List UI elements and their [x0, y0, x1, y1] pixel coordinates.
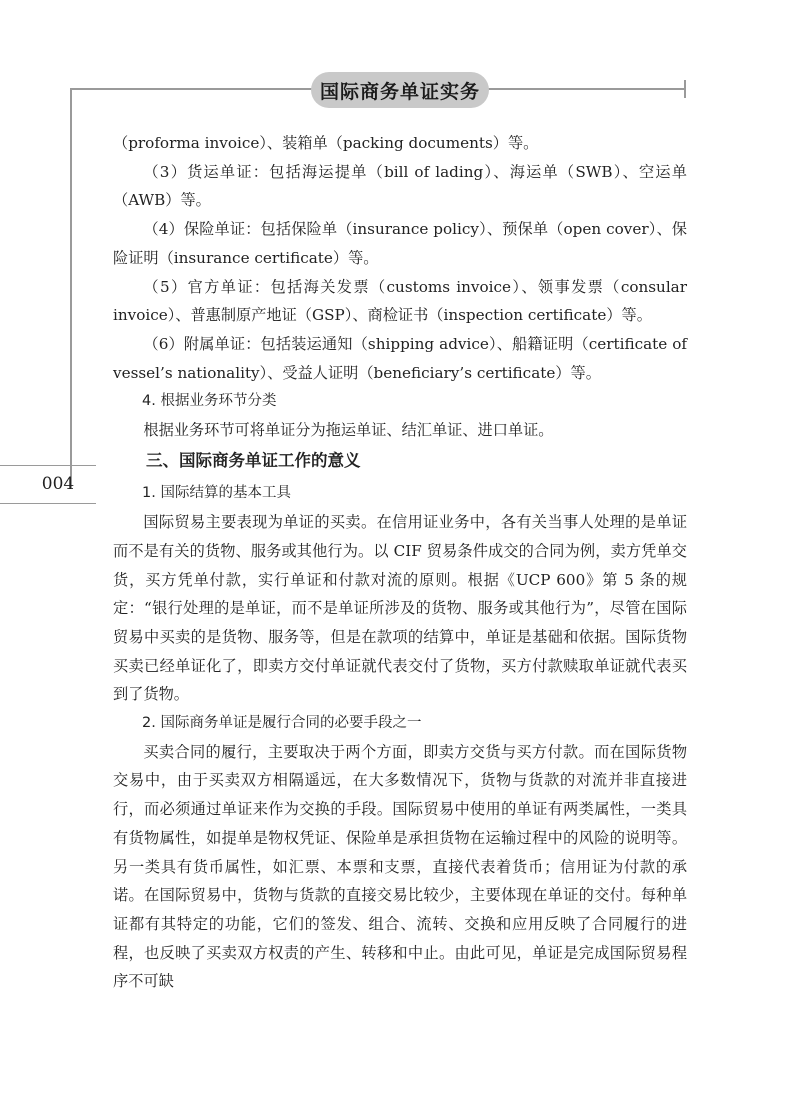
page-number-rule-top — [0, 465, 96, 466]
paragraph-ancillary-documents: （6）附属单证：包括装运通知（shipping advice）、船籍证明（certificate of vessel’s nationality）、受益人证明（beneficiary’s certificate）等。 — [113, 334, 687, 382]
paragraph-contract-performance: 买卖合同的履行，主要取决于两个方面，即卖方交货与买方付款。而在国际货物交易中，由于买卖双方相隔遥远，在大多数情况下，货物与货款的对流并非直接进行，而必须通过单证来作为交换的手段。国际贸易中使用的单证有两类属性，一类具有货物属性，如提单是物权凭证、保险单是承担货物在运输过程中的风险的说明等。另一类具有货币属性，如汇票、本票和支票，直接代表着货币；信用证为付款的承诺。在国际贸易中，货物与货款的直接交易比较少，主要体现在单证的交付。每种单证都有其特定的功能，它们的签发、组合、流转、交换和应用反映了合同履行的进程，也反映了买卖双方权责的产生、转移和中止。由此可见，单证是完成国际贸易程序不可缺 — [113, 742, 687, 991]
paragraph-shipping-documents: （3）货运单证：包括海运提单（bill of lading）、海运单（SWB）、空运单（AWB）等。 — [113, 162, 687, 210]
section-heading-significance: 三、国际商务单证工作的意义 — [146, 450, 361, 470]
paragraph-insurance-documents: （4）保险单证：包括保险单（insurance policy）、预保单（open cover）、保险证明（insurance certificate）等。 — [113, 220, 687, 267]
paragraph-settlement-tool: 国际贸易主要表现为单证的买卖。在信用证业务中，各有关当事人处理的是单证而不是有关的货物、服务或其他行为。以 CIF 贸易条件成交的合同为例，卖方凭单交货，买方凭单付款，实行单证和付款对流的原则。根据《UCP 600》第 5 条的规定：“银行处理的是单证，而不是单证所涉及的货物、服务或其他行为”，尽管在国际贸易中买卖的是货物、服务等，但是在款项的结算中，单证是基础和依据。国际货物买卖已经单证化了，即卖方交付单证就代表交付了货物，买方付款赎取单证就代表买到了货物。 — [113, 513, 687, 704]
running-header-title: 国际商务单证实务 — [311, 72, 489, 108]
header-rule-right-tick — [684, 80, 686, 98]
subheading-contract-performance: 2. 国际商务单证是履行合同的必要手段之一 — [142, 715, 422, 732]
page-number-rule-bottom — [0, 503, 96, 504]
subheading-settlement-tool: 1. 国际结算的基本工具 — [142, 485, 291, 502]
paragraph-official-documents: （5）官方单证：包括海关发票（customs invoice）、领事发票（consular invoice）、普惠制原产地证（GSP）、商检证书（inspection certificate）等。 — [113, 277, 687, 325]
subheading-business-stage: 4. 根据业务环节分类 — [142, 393, 277, 410]
page-number: 004 — [41, 474, 75, 494]
paragraph-continued: （proforma invoice）、装箱单（packing documents）等。 — [113, 134, 539, 152]
paragraph-business-stage: 根据业务环节可将单证分为拖运单证、结汇单证、进口单证。 — [143, 421, 554, 440]
body-text — [113, 129, 687, 996]
header-rule-left-vertical — [70, 88, 72, 488]
